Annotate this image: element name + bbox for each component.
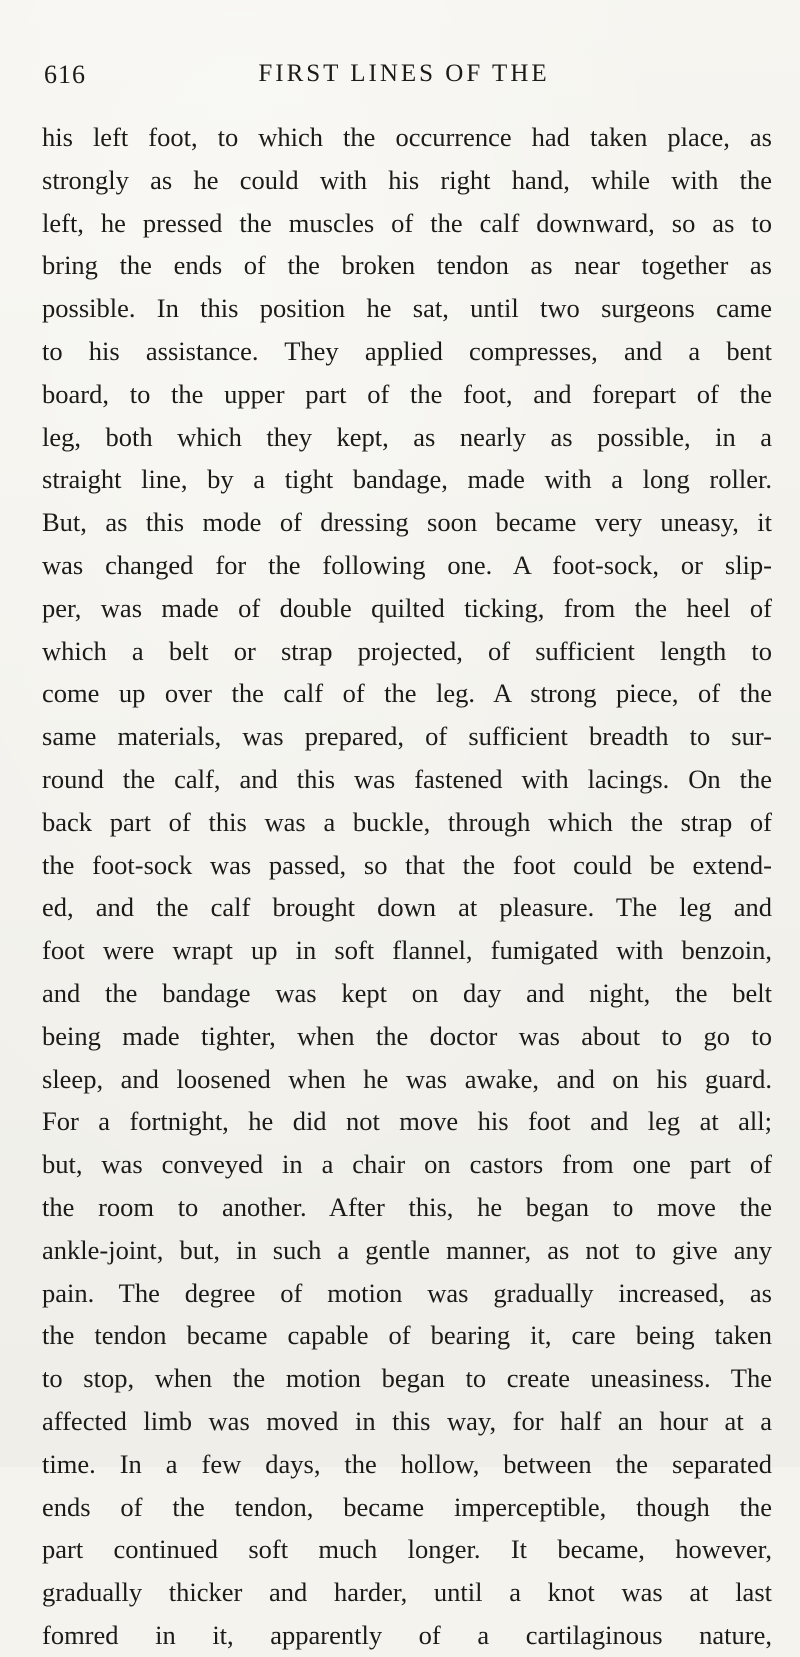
text-line: per, was made of double quilted ticking, from the heel of [42,592,772,623]
text-line: affected limb was moved in this way, for half an hour at a [42,1405,772,1436]
text-line: straight line, by a tight bandage, made with a long roller. [42,464,772,495]
text-line: gradually thicker and harder, until a knot was at last [42,1577,772,1608]
text-line: come up over the calf of the leg. A strong piece, of the [42,678,772,709]
text-line: the tendon became capable of bearing it, care being taken [42,1320,772,1351]
text-line: But, as this mode of dressing soon became very uneasy, it [42,507,772,538]
text-line: which a belt or strap projected, of sufficient length to [42,635,772,666]
text-line: was changed for the following one. A foot-sock, or slip- [42,549,772,580]
text-line: bring the ends of the broken tendon as near together as [42,250,772,281]
text-line: and the bandage was kept on day and night, the belt [42,977,772,1008]
body-text [42,116,772,1657]
text-line: round the calf, and this was fastened with lacings. On the [42,763,772,794]
text-line: being made tighter, when the doctor was about to go to [42,1020,772,1051]
text-line: ed, and the calf brought down at pleasure. The leg and [42,892,772,923]
page-number: 616 [44,60,86,89]
text-line: same materials, was prepared, of sufficient breadth to sur- [42,721,772,752]
text-line: possible. In this position he sat, until two surgeons came [42,293,772,324]
text-line: part continued soft much longer. It became, however, [42,1534,772,1565]
running-title: FIRST LINES OF THE [258,60,550,87]
text-line: fomred in it, apparently of a cartilaginous nature, [42,1619,772,1650]
running-head [44,60,764,100]
text-line: board, to the upper part of the foot, and forepart of the [42,378,772,409]
text-line: his left foot, to which the occurrence had taken place, as [42,122,772,152]
text-line: the foot-sock was passed, so that the foot could be extend- [42,849,772,880]
text-line: time. In a few days, the hollow, between the separated [42,1448,772,1479]
text-line: pain. The degree of motion was gradually increased, as [42,1277,772,1308]
text-line: to stop, when the motion began to create uneasiness. The [42,1363,772,1394]
text-line: ends of the tendon, became imperceptible, though the [42,1491,772,1522]
text-line: foot were wrapt up in soft flannel, fumigated with benzoin, [42,935,772,966]
text-line: but, was conveyed in a chair on castors from one part of [42,1149,772,1180]
text-line: ankle-joint, but, in such a gentle manner, as not to give any [42,1234,772,1265]
text-line: sleep, and loosened when he was awake, and on his guard. [42,1063,772,1094]
text-line: left, he pressed the muscles of the calf downward, so as to [42,207,772,238]
text-line: to his assistance. They applied compresses, and a bent [42,335,772,366]
text-line: strongly as he could with his right hand, while with the [42,164,772,195]
text-line: For a fortnight, he did not move his foot and leg at all; [42,1106,772,1137]
text-line: back part of this was a buckle, through which the strap of [42,806,772,837]
text-line: leg, both which they kept, as nearly as possible, in a [42,421,772,452]
text-line: the room to another. After this, he began to move the [42,1191,772,1222]
